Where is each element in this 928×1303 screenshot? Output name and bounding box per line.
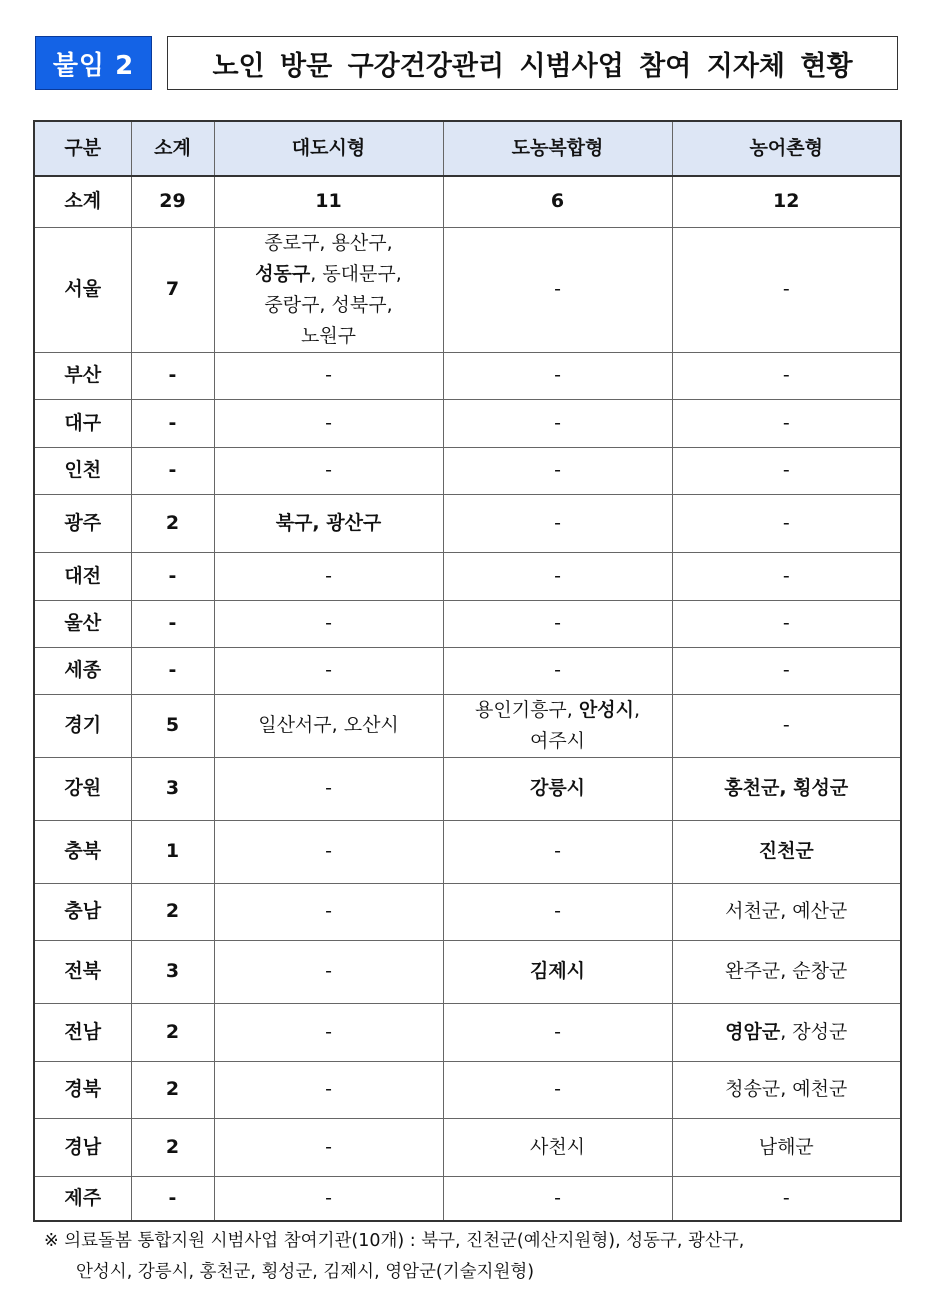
table-row [34,1176,901,1221]
metropolitan-cell [214,1176,443,1221]
subtotal-cell: 2 [131,1061,214,1118]
cell-text: - [554,1186,561,1209]
urban-rural-cell [443,600,672,647]
metropolitan-cell [214,757,443,820]
cell-text: 진천군 [758,840,814,862]
cell-text: 종로구, 용산구, [264,231,393,254]
table-row [34,1118,901,1176]
cell-text: - [782,659,790,681]
footnote [44,1226,904,1288]
metropolitan-cell [214,399,443,447]
subtotal-cell: 2 [131,494,214,552]
cell-text: - [325,960,332,982]
cell-text: 중랑구, 성북구, [264,293,393,316]
cell-text: - [782,511,790,534]
cell-text: - [325,659,332,681]
cell-text: - [325,840,332,862]
cell-text: - [325,1078,332,1100]
subtotal-cell: 29 [131,176,214,227]
cell-text: , 동대문구, [310,262,402,285]
rural-cell [672,1003,901,1061]
urban-rural-cell [443,447,672,494]
subtotal-cell: 2 [131,1003,214,1061]
table-header-row [34,121,901,176]
region-cell: 충북 [34,820,131,883]
attachment-badge: 붙임 2 [35,36,152,90]
cell-text: 12 [773,190,800,213]
region-cell: 소계 [34,176,131,227]
cell-text: 안성시 [578,698,634,721]
rural-cell [672,820,901,883]
cell-text: - [325,777,332,799]
region-cell: 인천 [34,447,131,494]
urban-rural-cell [443,820,672,883]
rural-cell [672,447,901,494]
cell-text: - [554,564,561,587]
subtotal-cell: - [131,552,214,600]
cell-text: - [554,364,561,386]
urban-rural-cell [443,494,672,552]
rural-cell [672,552,901,600]
cell-text: 강릉시 [529,777,586,799]
region-cell: 경기 [34,694,131,757]
metropolitan-cell [214,600,443,647]
urban-rural-cell [443,647,672,694]
cell-text: 북구, 광산구 [275,511,382,534]
urban-rural-cell [443,352,672,399]
cell-text: - [554,411,561,434]
metropolitan-cell [214,940,443,1003]
cell-text: 영암군 [725,1020,781,1043]
rural-cell [672,1118,901,1176]
header-category: 구분 [34,121,131,176]
subtotal-cell: 3 [131,757,214,820]
rural-cell [672,227,901,352]
table-row [34,820,901,883]
cell-text: - [325,1020,332,1043]
cell-text: 노원구 [300,324,357,347]
cell-text: - [782,411,790,434]
metropolitan-cell [214,447,443,494]
cell-text: - [325,900,332,922]
rural-cell [672,694,901,757]
rural-cell [672,494,901,552]
header-urban-rural: 도농복합형 [443,121,672,176]
region-cell: 강원 [34,757,131,820]
region-cell: 세종 [34,647,131,694]
cell-text: - [782,1186,790,1209]
rural-cell [672,600,901,647]
header-rural: 농어촌형 [672,121,901,176]
urban-rural-cell [443,1118,672,1176]
metropolitan-cell [214,1003,443,1061]
cell-text: - [554,1078,561,1100]
urban-rural-cell [443,757,672,820]
urban-rural-cell [443,883,672,940]
table-total-row [34,176,901,227]
subtotal-cell: - [131,600,214,647]
cell-text: - [554,659,561,681]
table-row [34,494,901,552]
cell-text: - [325,612,332,634]
region-cell: 충남 [34,883,131,940]
region-cell: 경북 [34,1061,131,1118]
rural-cell [672,352,901,399]
subtotal-cell: - [131,352,214,399]
cell-text: - [325,364,332,386]
municipality-table [33,120,902,1222]
cell-text: - [325,1186,332,1209]
cell-text: - [554,1020,561,1043]
region-cell: 서울 [34,227,131,352]
urban-rural-cell [443,176,672,227]
cell-text: - [782,714,790,736]
region-cell: 전북 [34,940,131,1003]
metropolitan-cell [214,883,443,940]
cell-text: - [782,278,790,300]
region-cell: 전남 [34,1003,131,1061]
rural-cell [672,883,901,940]
cell-text: - [325,564,332,587]
region-cell: 제주 [34,1176,131,1221]
cell-text: - [782,459,790,481]
cell-text: - [554,278,561,300]
metropolitan-cell [214,227,443,352]
cell-text: - [325,1135,332,1158]
subtotal-cell: 1 [131,820,214,883]
page-title: 노인 방문 구강건강관리 시범사업 참여 지자체 현황 [167,36,898,90]
metropolitan-cell [214,176,443,227]
footnote-line-2: 안성시, 강릉시, 홍천군, 횡성군, 김제시, 영암군(기술지원형) [76,1262,535,1282]
table-row [34,694,901,757]
table-row [34,1003,901,1061]
metropolitan-cell [214,694,443,757]
cell-text: - [782,564,790,587]
cell-text: 일산서구, 오산시 [258,714,399,736]
subtotal-cell: 7 [131,227,214,352]
table-row [34,883,901,940]
rural-cell [672,1061,901,1118]
table-row [34,1061,901,1118]
cell-text: - [325,411,332,434]
rural-cell [672,647,901,694]
metropolitan-cell [214,820,443,883]
cell-text: 11 [315,190,342,213]
cell-text: 청송군, 예천군 [725,1078,848,1100]
cell-text: 남해군 [758,1135,814,1158]
cell-text: - [554,511,561,534]
subtotal-cell: - [131,647,214,694]
cell-text: - [554,900,561,922]
urban-rural-cell [443,940,672,1003]
metropolitan-cell [214,352,443,399]
subtotal-cell: 2 [131,1118,214,1176]
header-metropolitan: 대도시형 [214,121,443,176]
rural-cell [672,757,901,820]
cell-text: 김제시 [529,960,586,982]
cell-text: - [554,840,561,862]
table-row [34,600,901,647]
cell-text: 성동구 [255,262,311,285]
cell-text: 완주군, 순창군 [725,960,848,982]
metropolitan-cell [214,1061,443,1118]
cell-text: - [554,459,561,481]
cell-text: 여주시 [529,729,586,752]
subtotal-cell: - [131,447,214,494]
subtotal-cell: 5 [131,694,214,757]
subtotal-cell: 2 [131,883,214,940]
cell-text: 서천군, 예산군 [725,900,848,922]
table-row [34,757,901,820]
rural-cell [672,1176,901,1221]
cell-text: - [782,364,790,386]
cell-text: , 장성군 [780,1020,848,1043]
region-cell: 대구 [34,399,131,447]
urban-rural-cell [443,1003,672,1061]
table-row [34,647,901,694]
table-row [34,447,901,494]
table-row [34,940,901,1003]
cell-text: - [782,612,790,634]
cell-text: 사천시 [529,1135,586,1158]
subtotal-cell: 3 [131,940,214,1003]
urban-rural-cell [443,552,672,600]
urban-rural-cell [443,227,672,352]
subtotal-cell: - [131,399,214,447]
cell-text: 6 [550,190,565,213]
rural-cell [672,399,901,447]
header-subtotal: 소계 [131,121,214,176]
urban-rural-cell [443,399,672,447]
region-cell: 경남 [34,1118,131,1176]
urban-rural-cell [443,694,672,757]
table-row [34,399,901,447]
footnote-line-1: ※ 의료돌봄 통합지원 시범사업 참여기관(10개) : 북구, 진천군(예산지원형), 성동구, 광산구, [44,1231,745,1251]
cell-text: 용인기흥구, [475,698,579,721]
table-row [34,227,901,352]
region-cell: 울산 [34,600,131,647]
cell-text: 홍천군, 횡성군 [724,777,849,799]
region-cell: 대전 [34,552,131,600]
urban-rural-cell [443,1061,672,1118]
cell-text: , [633,698,640,721]
rural-cell [672,176,901,227]
region-cell: 광주 [34,494,131,552]
metropolitan-cell [214,552,443,600]
cell-text: - [554,612,561,634]
urban-rural-cell [443,1176,672,1221]
metropolitan-cell [214,494,443,552]
subtotal-cell: - [131,1176,214,1221]
region-cell: 부산 [34,352,131,399]
table-row [34,552,901,600]
rural-cell [672,940,901,1003]
metropolitan-cell [214,647,443,694]
cell-text: - [325,459,332,481]
table-row [34,352,901,399]
metropolitan-cell [214,1118,443,1176]
